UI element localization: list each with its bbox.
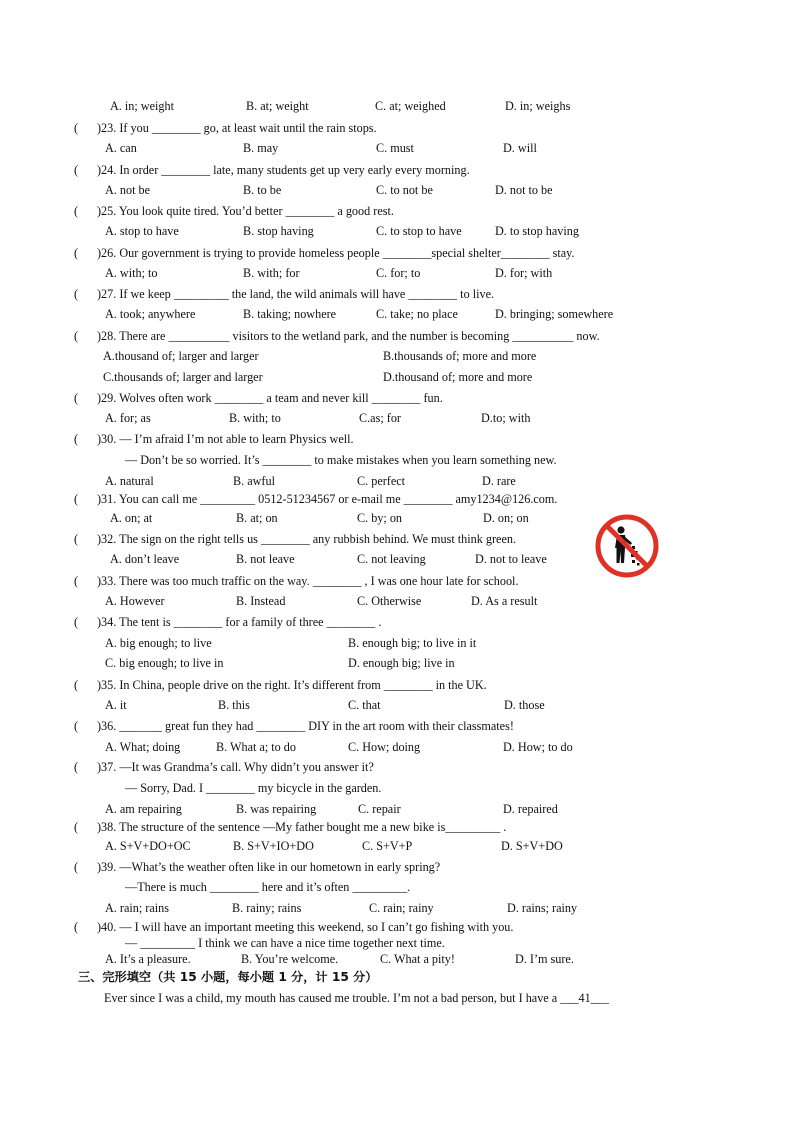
question-stem: )25. You look quite tired. You’d better ________ a good rest. — [97, 204, 394, 218]
option-a: A. big enough; to live — [105, 636, 212, 650]
question-stem: )23. If you ________ go, at least wait until the rain stops. — [97, 121, 377, 135]
option-b: B. may — [243, 141, 279, 155]
option-d: D. repaired — [503, 802, 558, 816]
q22-option-d: D. in; weighs — [505, 99, 571, 113]
question-stem: )37. —It was Grandma’s call. Why didn’t you answer it? — [97, 760, 374, 774]
option-b: B. this — [218, 698, 250, 712]
question-stem-reply: — Don’t be so worried. It’s ________ to make mistakes when you learn something new. — [125, 453, 557, 467]
question-stem: )30. — I’m afraid I’m not able to learn Physics well. — [97, 432, 354, 446]
option-a: A. am repairing — [105, 802, 182, 816]
answer-paren[interactable]: ( — [74, 492, 79, 506]
option-d: D. bringing; somewhere — [495, 307, 614, 321]
option-b: B. with; for — [243, 266, 300, 280]
option-c: C. perfect — [357, 474, 406, 488]
question-stem-reply: —There is much ________ here and it’s often _________. — [125, 880, 411, 894]
option-b: B. stop having — [243, 224, 314, 238]
option-d: D. enough big; live in — [348, 656, 455, 670]
option-c: C. How; doing — [348, 740, 421, 754]
option-a: A. What; doing — [105, 740, 181, 754]
section-header: 三、完形填空（共 15 小题，每小题 1 分，计 15 分） — [78, 970, 378, 984]
question-stem: )38. The structure of the sentence —My father bought me a new bike is_________ . — [97, 820, 507, 834]
option-c: C.thousands of; larger and larger — [103, 370, 263, 384]
q22-option-a: A. in; weight — [110, 99, 174, 113]
passage-text: Ever since I was a child, my mouth has caused me trouble. I’m not a bad person, but I have a — [104, 991, 561, 1005]
option-a: A. It’s a pleasure. — [105, 952, 191, 966]
option-b: B. awful — [233, 474, 275, 488]
option-b: B. S+V+IO+DO — [233, 839, 314, 853]
option-a: A. with; to — [105, 266, 158, 280]
question-stem: )35. In China, people drive on the right. It’s different from ________ in the UK. — [97, 678, 487, 692]
option-a: A. can — [105, 141, 137, 155]
answer-paren[interactable]: ( — [74, 678, 79, 692]
answer-paren[interactable]: ( — [74, 532, 79, 546]
option-d: D.thousand of; more and more — [383, 370, 533, 384]
option-c: C. not leaving — [357, 552, 426, 566]
option-d: D. not to leave — [475, 552, 547, 566]
blank-41[interactable]: ___41___ — [560, 991, 609, 1005]
option-a: A. not be — [105, 183, 151, 197]
answer-paren[interactable]: ( — [74, 287, 79, 301]
answer-paren[interactable]: ( — [74, 204, 79, 218]
option-d: D. rains; rainy — [507, 901, 578, 915]
option-b: B. was repairing — [236, 802, 317, 816]
option-b: B. not leave — [236, 552, 295, 566]
option-b: B. What a; to do — [216, 740, 296, 754]
option-b: B.thousands of; more and more — [383, 349, 537, 363]
passage-first-line — [104, 991, 609, 1005]
option-d: D. As a result — [471, 594, 538, 608]
option-b: B. Instead — [236, 594, 286, 608]
option-c: C. that — [348, 698, 381, 712]
question-stem: )36. _______ great fun they had ________ DIY in the art room with their classmates! — [97, 719, 514, 733]
option-c: C. rain; rainy — [369, 901, 434, 915]
question-stem: )26. Our government is trying to provide homeless people ________special shelter________ stay. — [97, 246, 575, 260]
question-stem: )33. There was too much traffic on the way. ________ , I was one hour late for school. — [97, 574, 519, 588]
question-stem: )29. Wolves often work ________ a team and never kill ________ fun. — [97, 391, 443, 405]
option-c: C. take; no place — [376, 307, 458, 321]
option-d: D. on; on — [483, 511, 529, 525]
option-b: B. at; on — [236, 511, 278, 525]
answer-paren[interactable]: ( — [74, 820, 79, 834]
answer-paren[interactable]: ( — [74, 574, 79, 588]
option-c: C. What a pity! — [380, 952, 455, 966]
option-a: A.thousand of; larger and larger — [103, 349, 259, 363]
answer-paren[interactable]: ( — [74, 920, 79, 934]
question-stem: )39. —What’s the weather often like in our hometown in early spring? — [97, 860, 441, 874]
option-c: C.as; for — [359, 411, 401, 425]
no-littering-icon — [594, 513, 660, 579]
answer-paren[interactable]: ( — [74, 163, 79, 177]
option-b: B. with; to — [229, 411, 281, 425]
question-stem: )27. If we keep _________ the land, the wild animals will have ________ to live. — [97, 287, 495, 301]
option-b: B. to be — [243, 183, 282, 197]
option-a: A. However — [105, 594, 165, 608]
option-d: D. I’m sure. — [515, 952, 574, 966]
option-a: A. stop to have — [105, 224, 179, 238]
option-b: B. rainy; rains — [232, 901, 302, 915]
question-stem: )28. There are __________ visitors to the wetland park, and the number is becoming __________ now. — [97, 329, 600, 343]
option-c: C. S+V+P — [362, 839, 413, 853]
option-d: D. for; with — [495, 266, 553, 280]
option-a: A. on; at — [110, 511, 153, 525]
option-b: B. You’re welcome. — [241, 952, 339, 966]
option-c: C. big enough; to live in — [105, 656, 224, 670]
option-a: A. it — [105, 698, 127, 712]
answer-paren[interactable]: ( — [74, 391, 79, 405]
option-d: D. not to be — [495, 183, 553, 197]
option-c: C. to stop to have — [376, 224, 462, 238]
answer-paren[interactable]: ( — [74, 860, 79, 874]
answer-paren[interactable]: ( — [74, 760, 79, 774]
option-c: C. must — [376, 141, 414, 155]
option-c: C. repair — [358, 802, 401, 816]
option-d: D. will — [503, 141, 537, 155]
answer-paren[interactable]: ( — [74, 329, 79, 343]
option-c: C. Otherwise — [357, 594, 422, 608]
answer-paren[interactable]: ( — [74, 432, 79, 446]
answer-paren[interactable]: ( — [74, 615, 79, 629]
option-d: D. those — [504, 698, 545, 712]
option-b: B. taking; nowhere — [243, 307, 337, 321]
option-d: D. How; to do — [503, 740, 573, 754]
option-a: A. don’t leave — [110, 552, 180, 566]
option-d: D. to stop having — [495, 224, 579, 238]
question-stem-reply: — Sorry, Dad. I ________ my bicycle in the garden. — [125, 781, 382, 795]
answer-paren[interactable]: ( — [74, 121, 79, 135]
option-a: A. took; anywhere — [105, 307, 196, 321]
q22-option-b: B. at; weight — [246, 99, 309, 113]
option-c: C. by; on — [357, 511, 403, 525]
option-d: D. rare — [482, 474, 516, 488]
answer-paren[interactable]: ( — [74, 719, 79, 733]
answer-paren[interactable]: ( — [74, 246, 79, 260]
question-stem: )24. In order ________ late, many students get up very early every morning. — [97, 163, 470, 177]
q22-option-c: C. at; weighed — [375, 99, 446, 113]
option-b: B. enough big; to live in it — [348, 636, 477, 650]
option-a: A. natural — [105, 474, 154, 488]
question-stem: )32. The sign on the right tells us ________ any rubbish behind. We must think green. — [97, 532, 516, 546]
question-stem: )34. The tent is ________ for a family of three ________ . — [97, 615, 382, 629]
option-a: A. for; as — [105, 411, 151, 425]
option-c: C. for; to — [376, 266, 421, 280]
option-a: A. rain; rains — [105, 901, 169, 915]
question-stem-reply: — _________ I think we can have a nice time together next time. — [125, 936, 445, 950]
option-d: D. S+V+DO — [501, 839, 563, 853]
question-stem: )31. You can call me _________ 0512-51234567 or e-mail me ________ amy1234@126.com. — [97, 492, 558, 506]
option-a: A. S+V+DO+OC — [105, 839, 191, 853]
option-c: C. to not be — [376, 183, 433, 197]
option-d: D.to; with — [481, 411, 531, 425]
question-stem: )40. — I will have an important meeting this weekend, so I can’t go fishing with you. — [97, 920, 514, 934]
